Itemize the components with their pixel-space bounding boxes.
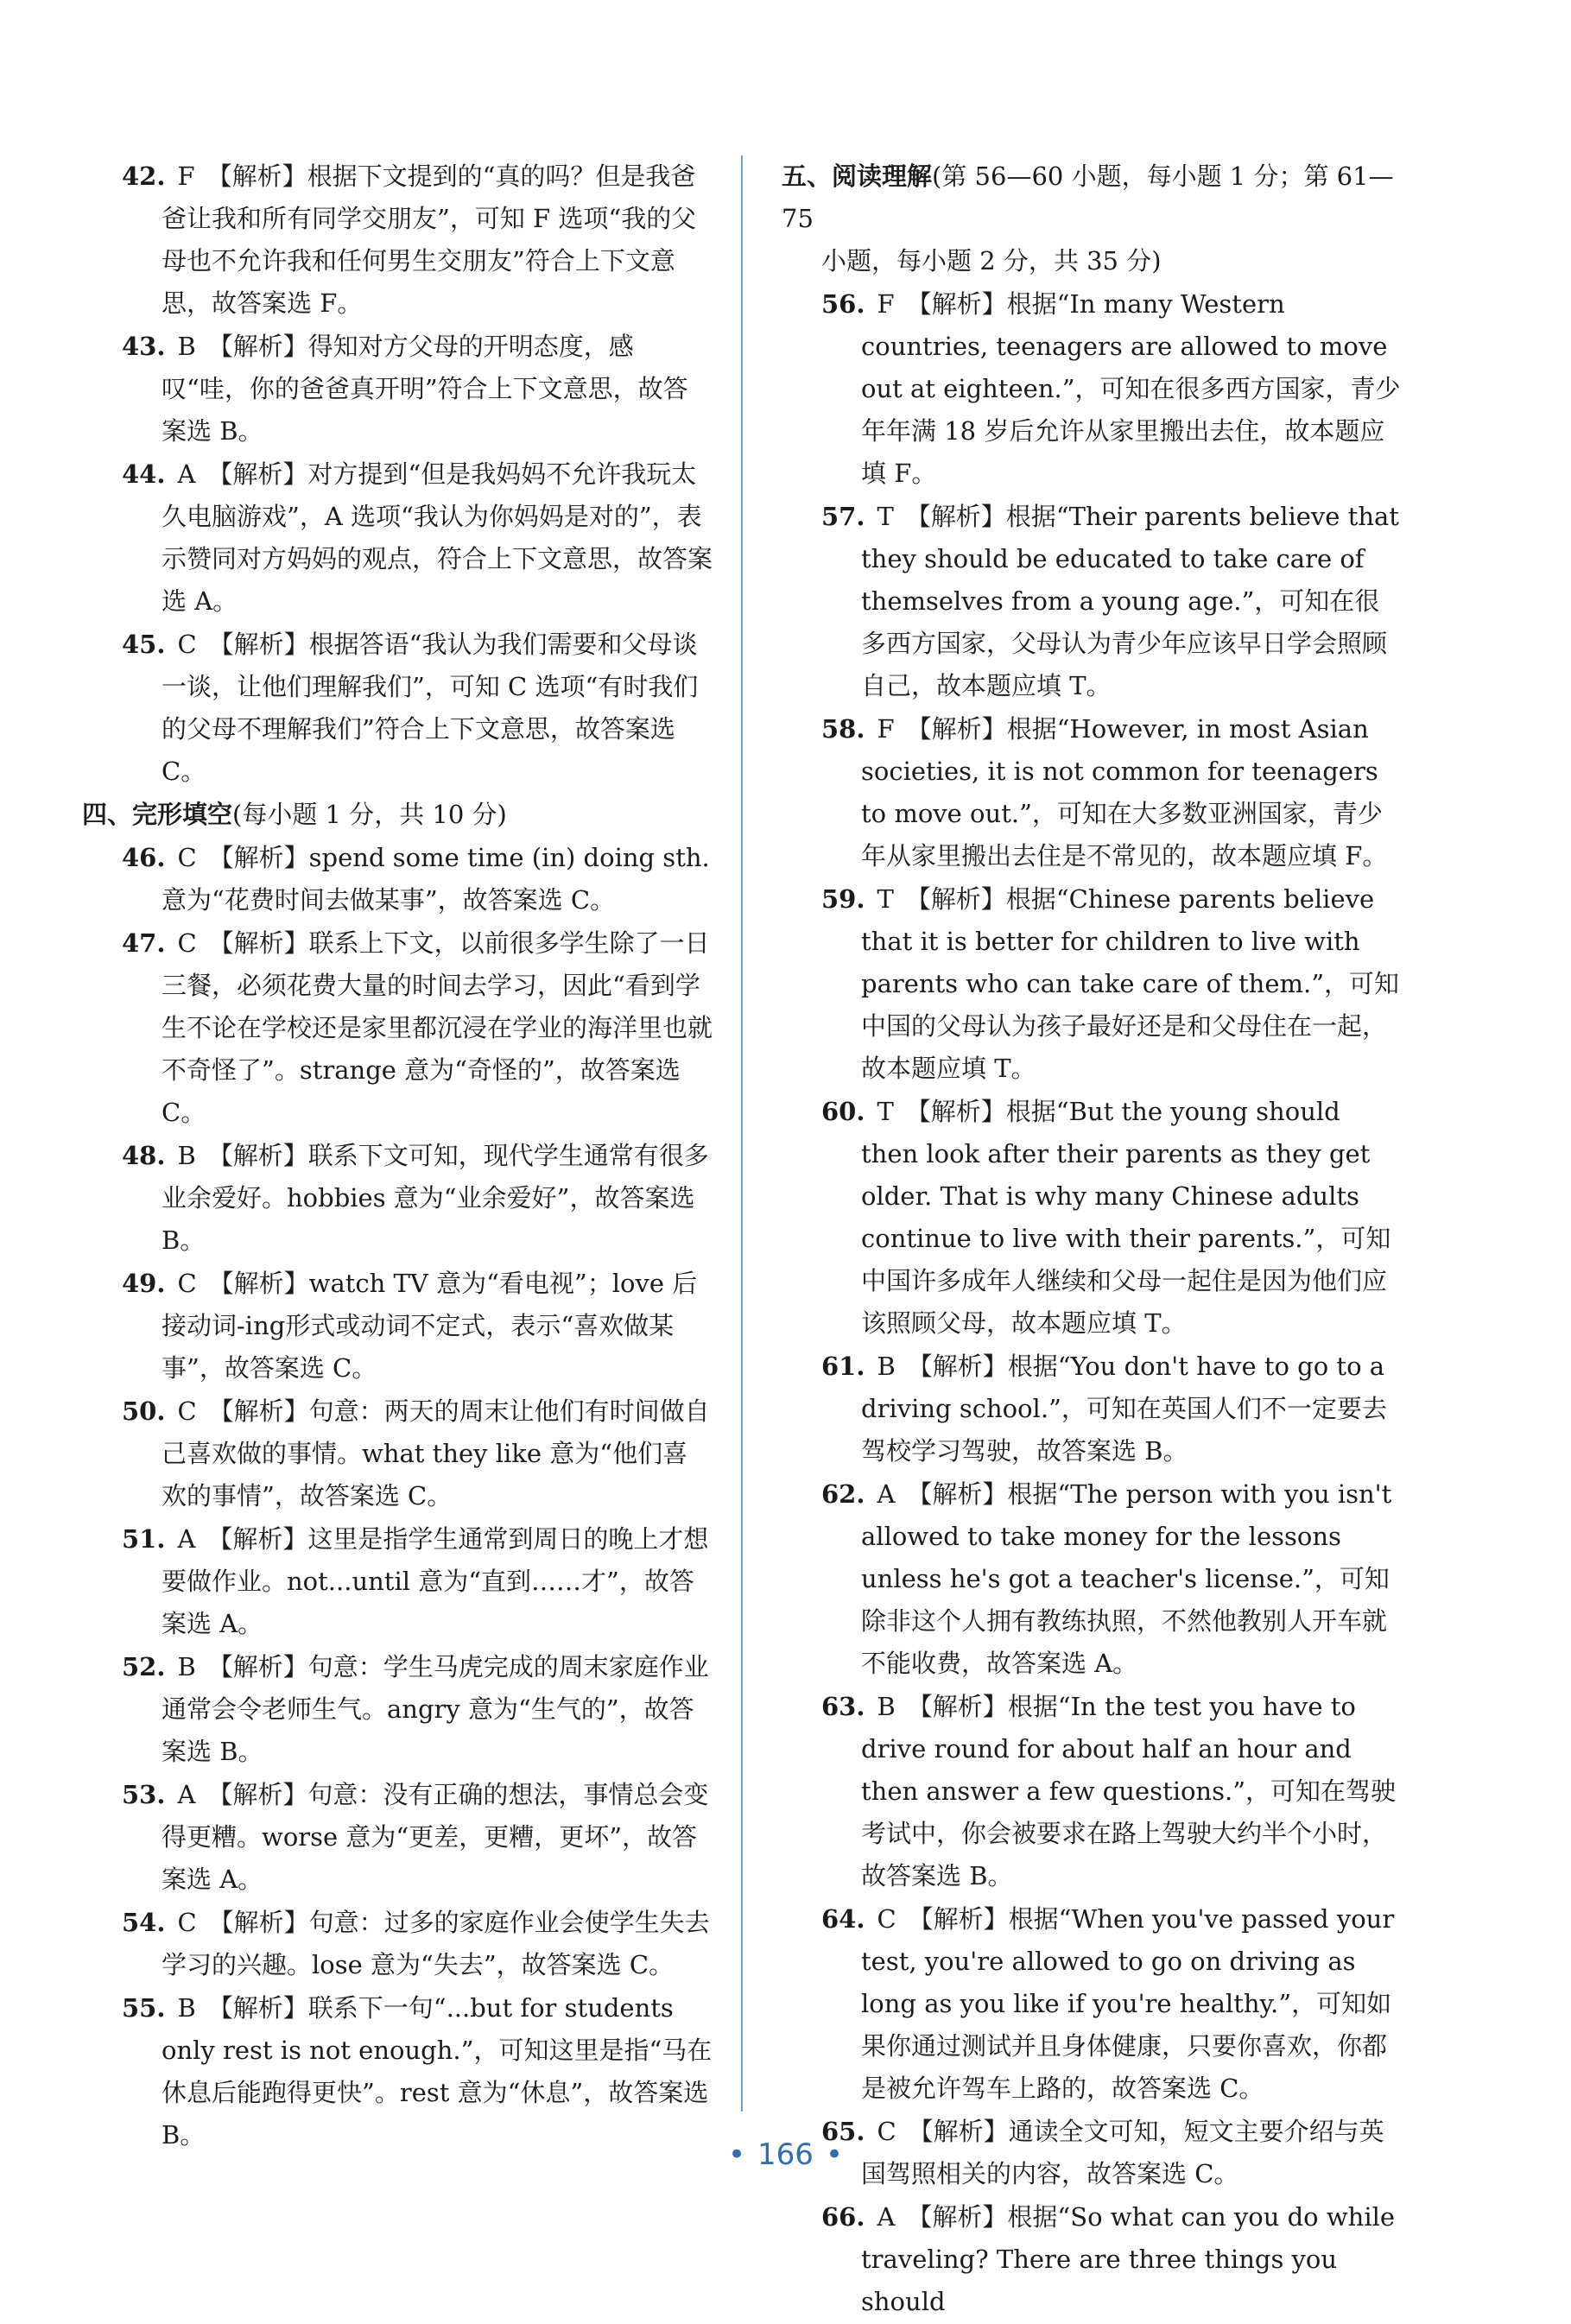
answer-letter: C (177, 1269, 197, 1298)
explanation-text: 【解析】联系下一句“...but for students only rest is not enough.”，可知这里是指“马在休息后能跑得更快”。rest 意为“休息”，故答案选 B。 (162, 1993, 713, 2150)
question-number: 63. (821, 1692, 865, 1721)
answer-letter: A (877, 2202, 896, 2232)
question-number: 44. (122, 459, 166, 489)
answer-item (782, 1898, 1403, 2110)
answer-letter: C (177, 843, 197, 872)
answer-item (82, 1646, 713, 1773)
answer-letter: T (877, 1097, 894, 1126)
answer-item (82, 155, 713, 325)
column-divider (741, 155, 743, 2112)
explanation-text: 【解析】根据“You don't have to go to a driving school.”，可知在英国人们不一定要去驾校学习驾驶，故答案选 B。 (861, 1352, 1387, 1466)
answer-letter: C (177, 1908, 197, 1937)
question-number: 54. (122, 1908, 166, 1937)
explanation-text: 【解析】句意：两天的周末让他们有时间做自己喜欢做的事情。what they like 意为“他们喜欢的事情”，故答案选 C。 (162, 1396, 710, 1510)
answer-item (782, 2196, 1403, 2323)
answer-letter: B (177, 1993, 196, 2023)
answer-letter: F (877, 714, 895, 744)
answer-letter: T (877, 502, 894, 531)
left-column (82, 155, 713, 2157)
answer-letter: B (877, 1352, 896, 1381)
answer-letter: F (177, 161, 195, 191)
question-number: 60. (821, 1097, 865, 1126)
answer-letter: B (177, 332, 196, 361)
answer-item (82, 1774, 713, 1901)
question-number: 58. (821, 714, 865, 744)
answer-item (82, 624, 713, 793)
question-number: 46. (122, 843, 166, 872)
question-number: 61. (821, 1352, 865, 1381)
question-number: 43. (122, 332, 166, 361)
answer-item (782, 283, 1403, 495)
question-number: 59. (821, 884, 865, 914)
explanation-text: 【解析】句意：学生马虎完成的周末家庭作业通常会令老师生气。angry 意为“生气的”，故答案选 B。 (162, 1652, 709, 1766)
explanation-text: 【解析】根据“So what can you do while traveling? There are three things you should (861, 2202, 1396, 2316)
answer-letter: A (177, 459, 196, 489)
explanation-text: 【解析】根据“However, in most Asian societies, it is not common for teenagers to move out.”，可知在大多数亚洲国家，青少年从家里搬出去住是不常见的，故本题应填 F。 (861, 714, 1388, 871)
explanation-text: 【解析】这里是指学生通常到周日的晚上才想要做作业。not...until 意为“直到……才”，故答案选 A。 (162, 1524, 709, 1638)
answer-item (782, 708, 1403, 877)
explanation-text: 【解析】根据答语“我认为我们需要和父母谈一谈，让他们理解我们”，可知 C 选项“有时我们的父母不理解我们”符合上下文意思，故答案选 C。 (162, 630, 699, 786)
explanation-text: 【解析】根据“In many Western countries, teenagers are allowed to move out at eighteen.”，可知在很多西方国家，青少年年满 18 岁后允许从家里搬出去住，故本题应填 F。 (861, 289, 1401, 488)
question-number: 62. (821, 1479, 865, 1509)
answer-item (82, 453, 713, 623)
explanation-text: 【解析】根据“But the young should then look after their parents as they get older. That is why many Chinese adults continue to live with their parents.”，可知中国许多成年人继续和父母一起住是因为他们应该照顾父母，故本题应填 T。 (861, 1097, 1391, 1338)
answer-item (782, 1686, 1403, 1897)
answer-list-cloze (82, 837, 713, 2156)
answer-list-reading (782, 283, 1403, 2323)
answer-letter: A (177, 1524, 196, 1554)
explanation-text: 【解析】联系上下文，以前很多学生除了一日三餐，必须花费大量的时间去学习，因此“看到学生不论在学校还是家里都沉浸在学业的海洋里也就不奇怪了”。strange 意为“奇怪的”，故答案选 C。 (162, 928, 713, 1127)
question-number: 65. (821, 2117, 865, 2146)
question-number: 52. (122, 1652, 166, 1681)
answer-letter: C (877, 2117, 896, 2146)
answer-item (82, 922, 713, 1134)
answer-letter: B (877, 1692, 896, 1721)
answer-letter: F (877, 289, 895, 319)
answer-letter: C (877, 1904, 896, 1934)
explanation-text: 【解析】spend some time (in) doing sth. 意为“花费时间去做某事”，故答案选 C。 (162, 843, 710, 915)
question-number: 47. (122, 928, 166, 958)
explanation-text: 【解析】watch TV 意为“看电视”；love 后接动词-ing形式或动词不定式，表示“喜欢做某事”，故答案选 C。 (162, 1269, 698, 1383)
answer-item (82, 1518, 713, 1645)
question-number: 55. (122, 1993, 166, 2023)
answer-item (782, 1346, 1403, 1472)
answer-item (782, 1091, 1403, 1345)
answer-letter: T (877, 884, 894, 914)
footer-dot-right: • (825, 2137, 844, 2172)
section-title-reading: 五、阅读理解(第 56—60 小题，每小题 1 分；第 61—75 小题，每小题 2 分，共 35 分) (782, 161, 1394, 275)
answer-letter: A (877, 1479, 896, 1509)
question-number: 51. (122, 1524, 166, 1554)
explanation-text: 【解析】根据下文提到的“真的吗？但是我爸爸让我和所有同学交朋友”，可知 F 选项“我的父母也不允许我和任何男生交朋友”符合上下文意思，故答案选 F。 (162, 161, 697, 318)
answer-item (82, 837, 713, 921)
answer-item (82, 1390, 713, 1517)
question-number: 53. (122, 1780, 166, 1809)
answer-letter: A (177, 1780, 196, 1809)
explanation-text: 【解析】根据“Their parents believe that they should be educated to take care of themselves from a young age.”，可知在很多西方国家，父母认为青少年应该早日学会照顾自己，故本题应填 T。 (861, 502, 1399, 700)
answer-item (782, 496, 1403, 707)
footer-dot-left: • (727, 2137, 746, 2172)
answer-letter: B (177, 1652, 196, 1681)
answer-letter: C (177, 928, 197, 958)
explanation-text: 【解析】根据“Chinese parents believe that it is better for children to live with parents who can take care of them.”，可知中国的父母认为孩子最好还是和父母住在一起，故本题应填 T。 (861, 884, 1400, 1083)
answer-letter: C (177, 1396, 197, 1426)
question-number: 49. (122, 1269, 166, 1298)
question-number: 56. (821, 289, 865, 319)
question-number: 64. (821, 1904, 865, 1934)
answer-item (82, 326, 713, 453)
explanation-text: 【解析】句意：没有正确的想法，事情总会变得更糟。worse 意为“更差，更糟，更坏”，故答案选 A。 (162, 1780, 709, 1894)
explanation-text: 【解析】通读全文可知，短文主要介绍与英国驾照相关的内容，故答案选 C。 (861, 2117, 1384, 2188)
answer-letter: B (177, 1141, 196, 1170)
question-number: 42. (122, 161, 166, 191)
answer-item (82, 1902, 713, 1986)
explanation-text: 【解析】句意：过多的家庭作业会使学生失去学习的兴趣。lose 意为“失去”，故答案选 C。 (162, 1908, 710, 1979)
explanation-text: 【解析】对方提到“但是我妈妈不允许我玩太久电脑游戏”，A 选项“我认为你妈妈是对的”，表示赞同对方妈妈的观点，符合上下文意思，故答案选 A。 (162, 459, 713, 616)
explanation-text: 【解析】根据“When you've passed your test, you're allowed to go on driving as long as you like if you're healthy.”，可知如果你通过测试并且身体健康，只要你喜欢，你都是被允许驾车上路的，故答案选 C。 (861, 1904, 1395, 2103)
question-number: 48. (122, 1141, 166, 1170)
right-column (782, 155, 1403, 2324)
answer-item (782, 1473, 1403, 1685)
question-number: 45. (122, 630, 166, 659)
answer-letter: C (177, 630, 197, 659)
answer-item (82, 1135, 713, 1262)
explanation-text: 【解析】得知对方父母的开明态度，感叹“哇，你的爸爸真开明”符合上下文意思，故答案选 B。 (162, 332, 688, 446)
explanation-text: 【解析】根据“The person with you isn't allowed to take money for the lessons unless he's got a teacher's license.”，可知除非这个人拥有教练执照，不然他教别人开车就不能收费，故答案选 A。 (861, 1479, 1392, 1678)
page-footer (0, 2137, 1571, 2172)
answer-list-section3 (82, 155, 713, 793)
section-title-cloze: 四、完形填空(每小题 1 分，共 10 分) (82, 800, 507, 829)
answer-item (82, 1987, 713, 2156)
page-number: 166 (757, 2137, 814, 2172)
answer-item (782, 878, 1403, 1090)
question-number: 50. (122, 1396, 166, 1426)
explanation-text: 【解析】联系下文可知，现代学生通常有很多业余爱好。hobbies 意为“业余爱好”，故答案选 B。 (162, 1141, 709, 1255)
answer-item (82, 1263, 713, 1390)
question-number: 57. (821, 502, 865, 531)
question-number: 66. (821, 2202, 865, 2232)
explanation-text: 【解析】根据“In the test you have to drive round for about half an hour and then answer a few questions.”，可知在驾驶考试中，你会被要求在路上驾驶大约半个小时，故答案选 B。 (861, 1692, 1397, 1890)
